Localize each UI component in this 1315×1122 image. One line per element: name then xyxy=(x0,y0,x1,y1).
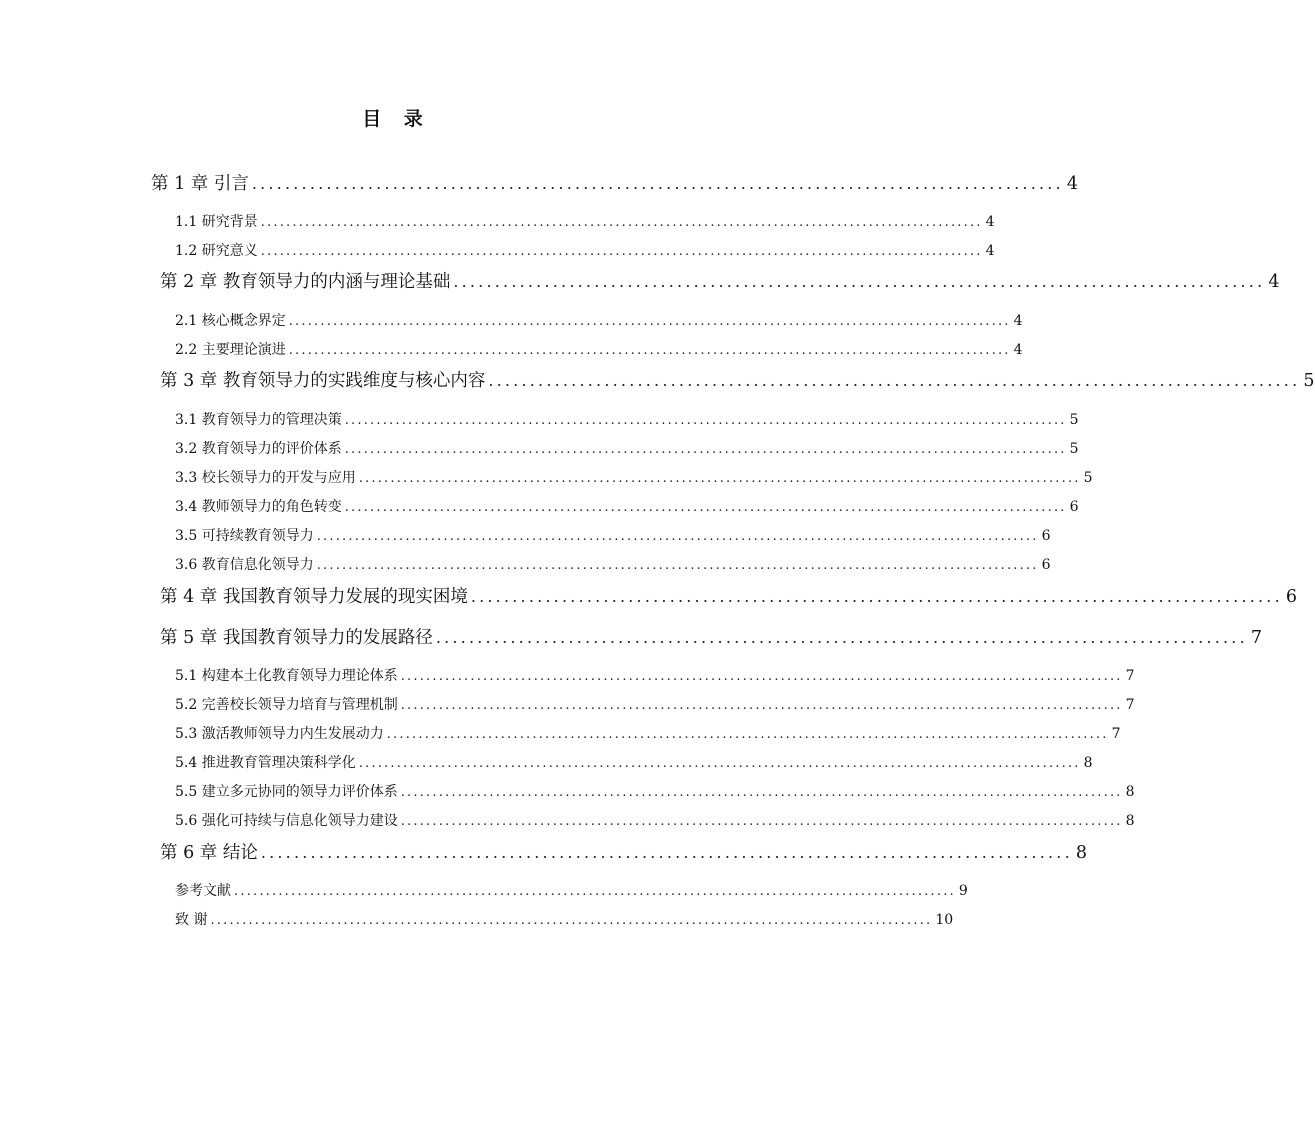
toc-leader-dots: .................................................................................................................. xyxy=(400,785,1123,800)
toc-entry-ch4[interactable] xyxy=(160,587,1297,607)
toc-entry-ch6[interactable] xyxy=(160,843,1087,863)
toc-leader-dots: .................................................................................................. xyxy=(435,628,1248,647)
toc-leader-dots: .................................................................................................................. xyxy=(344,413,1067,428)
toc-entry-page: 6 xyxy=(1041,528,1051,544)
toc-entry-page: 4 xyxy=(1268,272,1280,292)
toc-title: 目 录 xyxy=(362,108,431,130)
toc-entry-3-6[interactable] xyxy=(175,557,1051,573)
toc-entry-2-1[interactable] xyxy=(175,313,1023,329)
toc-entry-ch1[interactable] xyxy=(151,174,1078,194)
toc-leader-dots: .................................................................................................. xyxy=(470,587,1283,606)
toc-leader-dots: .................................................................................................................. xyxy=(344,442,1067,457)
toc-entry-label: 2.1 核心概念界定 xyxy=(175,313,286,329)
toc-entry-page: 6 xyxy=(1285,587,1297,607)
toc-entry-page: 8 xyxy=(1125,813,1135,829)
toc-leader-dots: .................................................................................................................. xyxy=(386,727,1109,742)
toc-entry-label: 第 4 章 我国教育领导力发展的现实困境 xyxy=(160,587,468,607)
toc-entry-3-5[interactable] xyxy=(175,528,1051,544)
toc-leader-dots: .................................................................................................................. xyxy=(400,698,1123,713)
toc-entry-3-3[interactable] xyxy=(175,470,1093,486)
toc-leader-dots: .................................................................................................................. xyxy=(288,314,1011,329)
toc-entry-1-2[interactable] xyxy=(175,243,995,259)
toc-entry-page: 7 xyxy=(1125,668,1135,684)
toc-leader-dots: .................................................................................................................. xyxy=(210,913,933,928)
toc-entry-page: 4 xyxy=(985,243,995,259)
toc-entry-label: 2.2 主要理论演进 xyxy=(175,342,286,358)
toc-entry-page: 5 xyxy=(1303,371,1315,391)
toc-entry-acknowledgements[interactable] xyxy=(175,912,954,928)
toc-entry-label: 5.3 激活教师领导力内生发展动力 xyxy=(175,726,384,742)
toc-entry-5-2[interactable] xyxy=(175,697,1135,713)
toc-entry-label: 3.6 教育信息化领导力 xyxy=(175,557,314,573)
toc-entry-page: 4 xyxy=(1013,313,1023,329)
toc-entry-5-1[interactable] xyxy=(175,668,1135,684)
toc-entry-page: 9 xyxy=(958,883,968,899)
toc-entry-page: 8 xyxy=(1125,784,1135,800)
toc-leader-dots: .................................................................................................. xyxy=(453,272,1266,291)
toc-leader-dots: .................................................................................................................. xyxy=(316,558,1039,573)
toc-leader-dots: .................................................................................................................. xyxy=(344,500,1067,515)
toc-entry-page: 5 xyxy=(1069,412,1079,428)
toc-entry-3-4[interactable] xyxy=(175,499,1079,515)
toc-entry-label: 5.1 构建本土化教育领导力理论体系 xyxy=(175,668,398,684)
toc-entry-label: 5.6 强化可持续与信息化领导力建设 xyxy=(175,813,398,829)
toc-leader-dots: .................................................................................................................. xyxy=(288,343,1011,358)
toc-leader-dots: .................................................................................................. xyxy=(251,174,1064,193)
toc-entry-3-1[interactable] xyxy=(175,412,1079,428)
toc-entry-page: 8 xyxy=(1075,843,1087,863)
toc-entry-ch3[interactable] xyxy=(160,371,1315,391)
toc-entry-1-1[interactable] xyxy=(175,214,995,230)
toc-entry-5-5[interactable] xyxy=(175,784,1135,800)
toc-entry-ch2[interactable] xyxy=(160,272,1280,292)
toc-entry-references[interactable] xyxy=(175,883,968,899)
toc-entry-label: 致 谢 xyxy=(175,912,208,928)
toc-entry-label: 5.4 推进教育管理决策科学化 xyxy=(175,755,356,771)
toc-entry-label: 第 6 章 结论 xyxy=(160,843,258,863)
toc-leader-dots: .................................................................................................................. xyxy=(234,884,956,899)
toc-entry-page: 8 xyxy=(1083,755,1093,771)
toc-entry-page: 5 xyxy=(1083,470,1093,486)
toc-entry-label: 3.2 教育领导力的评价体系 xyxy=(175,441,342,457)
toc-entry-label: 3.4 教师领导力的角色转变 xyxy=(175,499,342,515)
toc-entry-label: 第 5 章 我国教育领导力的发展路径 xyxy=(160,628,433,648)
toc-entry-5-4[interactable] xyxy=(175,755,1093,771)
toc-entry-page: 6 xyxy=(1069,499,1079,515)
toc-leader-dots: .................................................................................................................. xyxy=(260,215,983,230)
toc-leader-dots: .................................................................................................................. xyxy=(400,669,1123,684)
toc-entry-page: 7 xyxy=(1250,628,1262,648)
toc-entry-label: 第 2 章 教育领导力的内涵与理论基础 xyxy=(160,272,451,292)
toc-entry-label: 参考文献 xyxy=(175,883,231,899)
toc-entry-page: 4 xyxy=(1066,174,1078,194)
toc-entry-page: 10 xyxy=(935,912,954,928)
toc-entry-label: 5.2 完善校长领导力培育与管理机制 xyxy=(175,697,398,713)
toc-entry-label: 第 1 章 引言 xyxy=(151,174,249,194)
toc-entry-2-2[interactable] xyxy=(175,342,1023,358)
toc-leader-dots: .................................................................................................................. xyxy=(316,529,1039,544)
toc-entry-page: 7 xyxy=(1125,697,1135,713)
toc-leader-dots: .................................................................................................. xyxy=(488,371,1301,390)
toc-leader-dots: .................................................................................................. xyxy=(260,843,1073,862)
toc-leader-dots: .................................................................................................................. xyxy=(358,471,1081,486)
toc-entry-page: 5 xyxy=(1069,441,1079,457)
toc-leader-dots: .................................................................................................................. xyxy=(260,244,983,259)
toc-entry-page: 7 xyxy=(1111,726,1121,742)
toc-entry-label: 1.1 研究背景 xyxy=(175,214,258,230)
toc-entry-label: 1.2 研究意义 xyxy=(175,243,258,259)
toc-entry-3-2[interactable] xyxy=(175,441,1079,457)
toc-entry-page: 4 xyxy=(1013,342,1023,358)
toc-entry-ch5[interactable] xyxy=(160,628,1262,648)
toc-entry-label: 3.3 校长领导力的开发与应用 xyxy=(175,470,356,486)
toc-entry-5-3[interactable] xyxy=(175,726,1121,742)
toc-entry-label: 5.5 建立多元协同的领导力评价体系 xyxy=(175,784,398,800)
toc-entry-page: 6 xyxy=(1041,557,1051,573)
toc-entry-label: 3.5 可持续教育领导力 xyxy=(175,528,314,544)
toc-leader-dots: .................................................................................................................. xyxy=(358,756,1081,771)
toc-leader-dots: .................................................................................................................. xyxy=(400,814,1123,829)
toc-entry-label: 第 3 章 教育领导力的实践维度与核心内容 xyxy=(160,371,486,391)
toc-entry-page: 4 xyxy=(985,214,995,230)
toc-entry-label: 3.1 教育领导力的管理决策 xyxy=(175,412,342,428)
toc-entry-5-6[interactable] xyxy=(175,813,1135,829)
